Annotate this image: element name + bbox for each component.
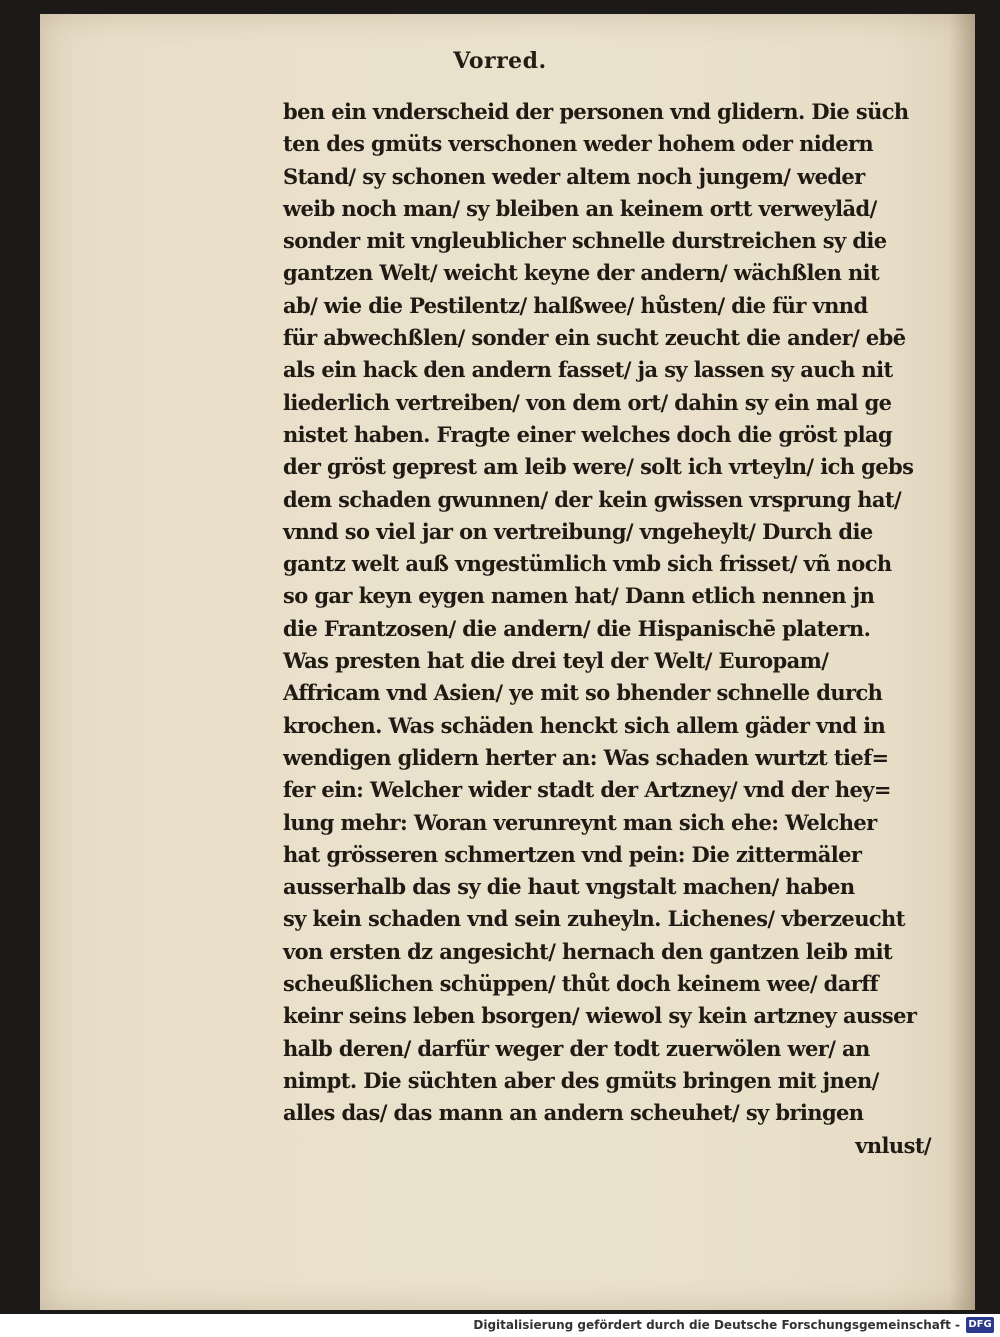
text-line: krochen. Was schäden henckt sich allem gäder vnd in [283,712,886,738]
text-line: vnnd so viel jar on vertreibung/ vngeheylt/ Durch die [283,518,873,544]
text-line: sonder mit vngleublicher schnelle durstreichen sy die [283,228,887,254]
text-line: Affricam vnd Asien/ ye mit so bhender schnelle durch [283,680,883,706]
text-line: Stand/ sy schonen weder altem noch jungem/ weder [283,163,865,189]
text-line: lung mehr: Woran verunreynt man sich ehe: Welcher [283,809,877,835]
text-line: sy kein schaden vnd sein zuheyln. Lichenes/ vberzeucht [283,906,905,932]
text-line: Was presten hat die drei teyl der Welt/ Europam/ [283,648,829,674]
text-line: gantz welt auß vngestümlich vmb sich frisset/ vñ noch [283,551,892,577]
text-line: hat grösseren schmertzen vnd pein: Die zittermäler [283,841,862,867]
text-line: ab/ wie die Pestilentz/ halßwee/ hůsten/ die für vnnd [283,292,868,318]
text-line: keinr seins leben bsorgen/ wiewol sy kein artzney ausser [283,1003,917,1029]
dfg-logo-icon: DFG [966,1317,994,1333]
text-line: weib noch man/ sy bleiben an keinem ortt verweylād/ [283,195,877,221]
text-line: dem schaden gwunnen/ der kein gwissen vrsprung hat/ [283,486,902,512]
text-line: die Frantzosen/ die andern/ die Hispanischē platern. [283,615,871,641]
text-line: als ein hack den andern fasset/ ja sy lassen sy auch nit [283,357,893,383]
text-line: fer ein: Welcher wider stadt der Artzney/ vnd der hey= [283,777,891,803]
text-line: für abwechßlen/ sonder ein sucht zeucht die ander/ ebē [283,325,906,351]
text-line: halb deren/ darfür weger der todt zuerwölen wer/ an [283,1035,870,1061]
text-line: nimpt. Die süchten aber des gmüts bringen mit jnen/ [283,1067,879,1093]
text-line: scheußlichen schüppen/ thůt doch keinem wee/ darff [283,971,879,997]
text-line: ben ein vnderscheid der personen vnd glidern. Die süch [283,99,909,124]
text-line: der gröst geprest am leib were/ solt ich vrteyln/ ich gebs [283,454,914,480]
text-line: ten des gmüts verschonen weder hohem oder nidern [283,131,874,157]
text-line: wendigen glidern herter an: Was schaden wurtzt tief= [283,744,889,770]
text-line: so gar keyn eygen namen hat/ Dann etlich nennen jn [283,583,875,609]
running-head: Vorred. [453,48,547,74]
text-line: liederlich vertreiben/ von dem ort/ dahin sy ein mal ge [283,389,892,415]
footer-bar [0,1314,1000,1337]
funding-notice: Digitalisierung gefördert durch die Deutsche Forschungsgemeinschaft - [473,1318,960,1332]
text-block [283,96,953,1162]
text-line: gantzen Welt/ weicht keyne der andern/ wächßlen nit [283,260,880,286]
text-line: ausserhalb das sy die haut vngstalt machen/ haben [283,874,855,900]
text-line: nistet haben. Fragte einer welches doch die gröst plag [283,421,893,447]
catchword: vnlust/ [855,1132,931,1158]
text-line: von ersten dz angesicht/ hernach den gantzen leib mit [283,938,893,964]
text-line: alles das/ das mann an andern scheuhet/ sy bringen [283,1100,864,1126]
